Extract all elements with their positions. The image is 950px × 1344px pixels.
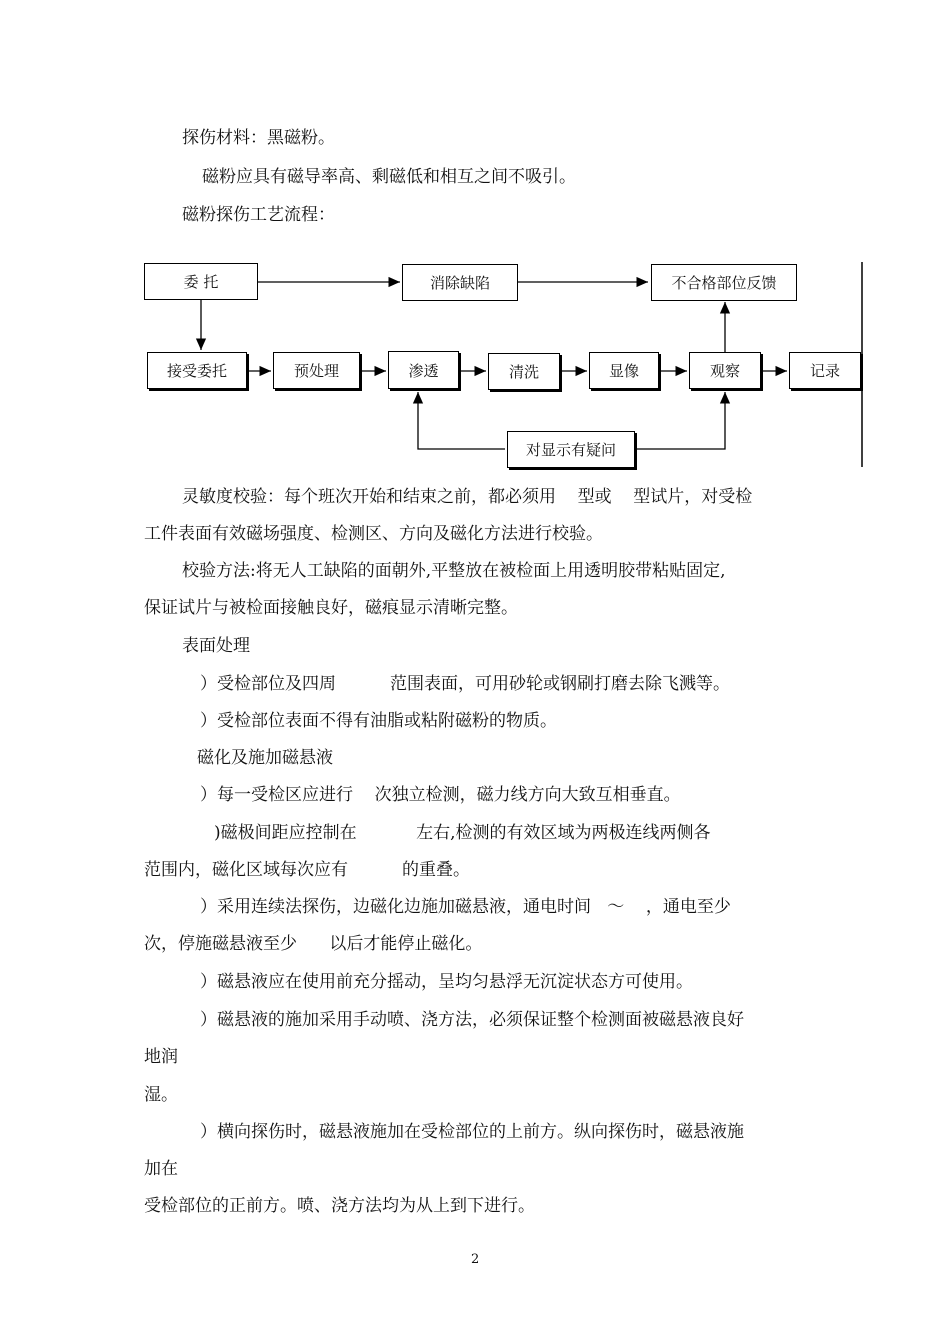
magnetize-item-3b: 次，停施磁悬液至少 以后才能停止磁化。 — [144, 934, 483, 954]
flow-box-feedback: 不合格部位反馈 — [651, 264, 797, 301]
flow-box-accept: 接受委托 — [147, 352, 247, 389]
magnetize-item-3a: ）采用连续法探伤，边磁化边施加磁悬液，通电时间 ～ ，通电至少 — [200, 897, 731, 917]
surface-item-2: ）受检部位表面不得有油脂或粘附磁粉的物质。 — [200, 711, 557, 731]
flow-box-penetrate: 渗透 — [388, 351, 459, 389]
sensitivity-line-2: 工件表面有效磁场强度、检测区、方向及磁化方法进行校验。 — [144, 524, 603, 544]
flow-box-pretreat: 预处理 — [273, 352, 360, 389]
sensitivity-line-1: 灵敏度校验：每个班次开始和结束之前，都必须用 型或 型试片，对受检 — [182, 487, 753, 507]
magnetize-item-5a: ）磁悬液的施加采用手动喷、浇方法，必须保证整个检测面被磁悬液良好 — [200, 1010, 744, 1030]
method-line-2: 保证试片与被检面接触良好，磁痕显示清晰完整。 — [144, 598, 518, 618]
powder-requirement-line: 磁粉应具有磁导率高、剩磁低和相互之间不吸引。 — [202, 167, 576, 187]
flow-box-doubt: 对显示有疑问 — [507, 431, 635, 468]
flowchart-connectors — [0, 0, 950, 480]
flow-box-eliminate-defect: 消除缺陷 — [402, 264, 518, 301]
flow-title: 磁粉探伤工艺流程： — [182, 205, 335, 225]
magnetize-item-1: ）每一受检区应进行 次独立检测，磁力线方向大致互相垂直。 — [200, 785, 681, 805]
magnetize-item-5b: 地润 — [144, 1047, 178, 1067]
material-line: 探伤材料：黑磁粉。 — [182, 128, 335, 148]
method-line-1: 校验方法:将无人工缺陷的面朝外,平整放在被检面上用透明胶带粘贴固定, — [182, 561, 726, 581]
magnetize-item-6b: 加在 — [144, 1159, 178, 1179]
flow-box-observe: 观察 — [689, 352, 761, 389]
flow-box-clean: 清洗 — [488, 353, 560, 390]
magnetize-item-6c: 受检部位的正前方。喷、浇方法均为从上到下进行。 — [144, 1196, 535, 1216]
surface-title: 表面处理 — [182, 636, 250, 656]
magnetize-item-5c: 湿。 — [144, 1085, 178, 1105]
flow-box-develop: 显像 — [589, 352, 659, 389]
page-number: 2 — [471, 1252, 480, 1267]
magnetize-item-4: ）磁悬液应在使用前充分摇动，呈均匀悬浮无沉淀状态方可使用。 — [200, 972, 693, 992]
magnetize-item-6a: ）横向探伤时，磁悬液施加在受检部位的上前方。纵向探伤时，磁悬液施 — [200, 1122, 744, 1142]
flow-box-record: 记录 — [789, 352, 861, 389]
magnetize-title: 磁化及施加磁悬液 — [197, 748, 333, 768]
magnetize-item-2b: 范围内，磁化区域每次应有 的重叠。 — [144, 860, 471, 880]
surface-item-1: ）受检部位及四周 范围表面，可用砂轮或钢刷打磨去除飞溅等。 — [200, 674, 731, 694]
magnetize-item-2a: )磁极间距应控制在 左右,检测的有效区域为两极连线两侧各 — [214, 823, 711, 843]
flow-box-entrust: 委 托 — [144, 263, 258, 300]
